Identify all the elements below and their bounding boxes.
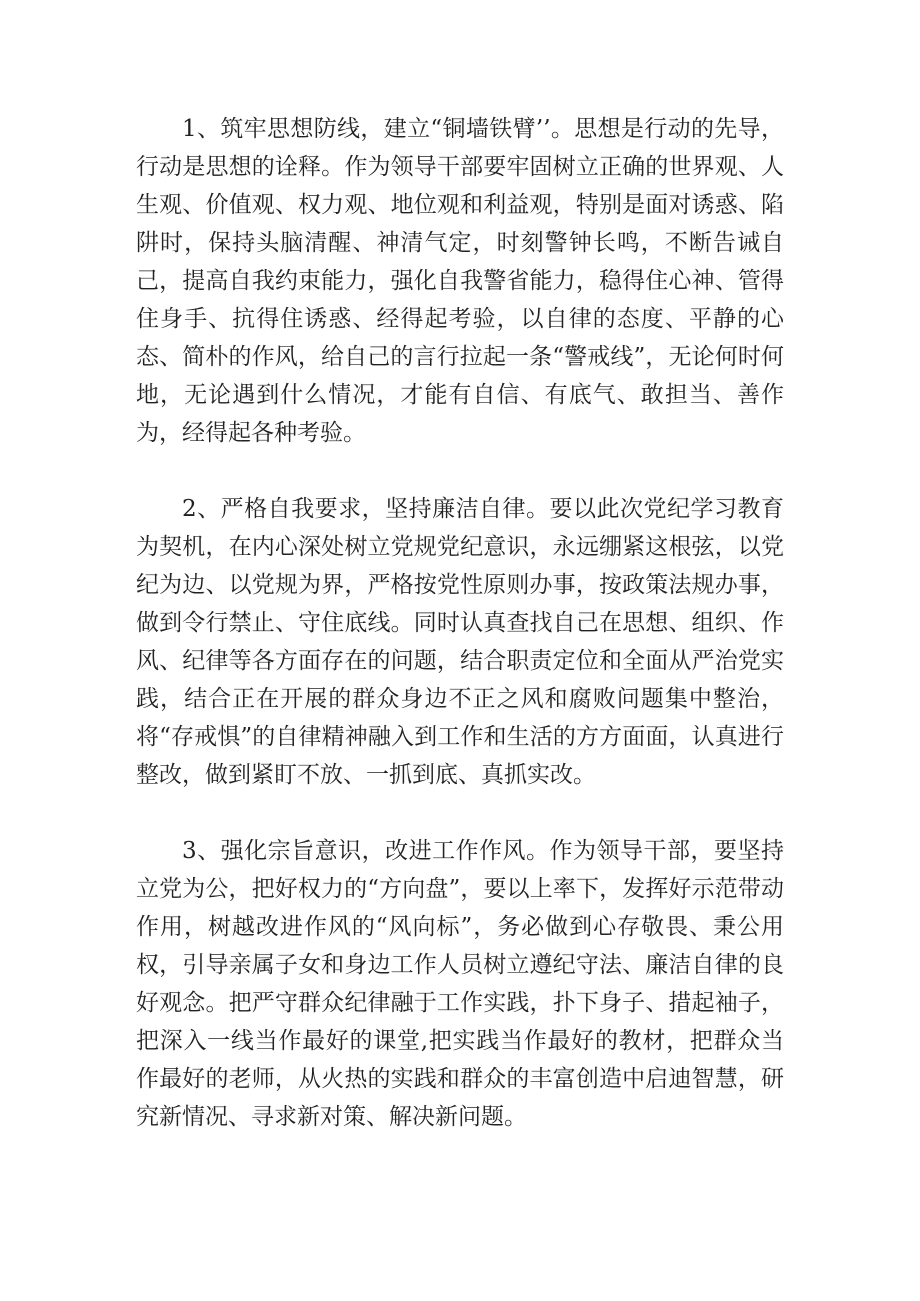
paragraph-1: 1、筑牢思想防线，建立“铜墙铁臂’’。思想是行动的先导，行动是思想的诠释。作为领导干部要牢固树立正确的世界观、人生观、价值观、权力观、地位观和利益观，特别是面对诱惑、陷阱时，保持头脑清醒、神清气定，时刻警钟长鸣，不断告诫自己，提高自我约束能力，强化自我警省能力，稳得住心神、管得住身手、抗得住诱惑、经得起考验，以自律的态度、平静的心态、简朴的作风，给自己的言行拉起一条“警戒线”，无论何时何地，无论遇到什么情况，才能有自信、有底气、敢担当、善作为，经得起各种考验。 — [136, 116, 784, 446]
paragraph-2: 2、严格自我要求，坚持廉洁自律。要以此次党纪学习教育为契机，在内心深处树立党规党纪意识，永远绷紧这根弦，以党纪为边、以党规为界，严格按党性原则办事，按政策法规办事，做到令行禁止、守住底线。同时认真查找自己在思想、组织、作风、纪律等各方面存在的问题，结合职责定位和全面从严治党实践，结合正在开展的群众身边不正之风和腐败问题集中整治，将“存戒惧”的自律精神融入到工作和生活的方方面面，认真进行整改，做到紧盯不放、一抓到底、真抓实改。 — [136, 496, 784, 788]
paragraph-3: 3、强化宗旨意识，改进工作作风。作为领导干部，要坚持立党为公，把好权力的“方向盘”，要以上率下，发挥好示范带动作用，树越改进作风的“风向标”，务必做到心存敬畏、秉公用权，引导亲属子女和身边工作人员树立遵纪守法、廉洁自律的良好观念。把严守群众纪律融于工作实践，扑下身子、措起袖子，把深入一线当作最好的课堂,把实践当作最好的教材，把群众当作最好的老师，从火热的实践和群众的丰富创造中启迪智慧，研究新情况、寻求新对策、解决新问题。 — [136, 838, 784, 1130]
document-body — [136, 110, 784, 1136]
